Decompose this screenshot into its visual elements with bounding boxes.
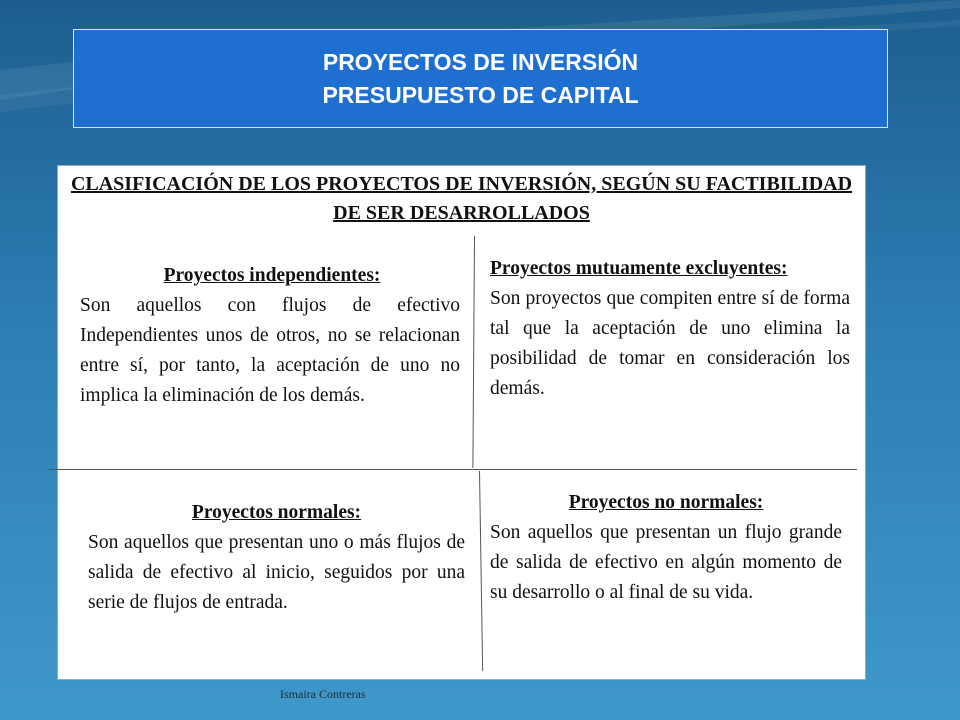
section-mutually-exclusive	[490, 254, 850, 404]
column-divider-top	[472, 236, 475, 468]
classification-heading: CLASIFICACIÓN DE LOS PROYECTOS DE INVERSIÓN, SEGÚN SU FACTIBILIDAD DE SER DESARROLLADOS	[70, 173, 853, 224]
title-line-1: PROYECTOS DE INVERSIÓN	[322, 48, 639, 75]
section-text: Son aquellos con flujos de efectivo Independientes unos de otros, no se relacionan entre sí, por tanto, la aceptación de uno no implica la eliminación de los demás.	[80, 295, 460, 406]
author-footer: Ismaira Contreras	[280, 687, 366, 701]
title-banner	[73, 29, 888, 128]
column-divider-bottom	[479, 471, 483, 671]
section-normal	[88, 498, 465, 618]
section-title: Proyectos normales:	[191, 502, 362, 523]
row-divider	[49, 469, 857, 470]
title-line-2: PRESUPUESTO DE CAPITAL	[322, 81, 639, 108]
section-title: Proyectos independientes:	[163, 265, 381, 286]
section-title: Proyectos no normales:	[568, 492, 764, 513]
section-title: Proyectos mutuamente excluyentes:	[490, 258, 788, 279]
section-independent	[80, 261, 460, 411]
section-text: Son proyectos que compiten entre sí de forma tal que la aceptación de uno elimina la posibilidad de tomar en consideración los demás.	[490, 288, 850, 399]
content-panel	[57, 165, 866, 680]
section-text: Son aquellos que presentan un flujo grande de salida de efectivo en algún momento de su desarrollo o al final de su vida.	[490, 522, 842, 603]
section-non-normal	[490, 488, 842, 608]
section-text: Son aquellos que presentan uno o más flujos de salida de efectivo al inicio, seguidos por una serie de flujos de entrada.	[88, 532, 465, 613]
